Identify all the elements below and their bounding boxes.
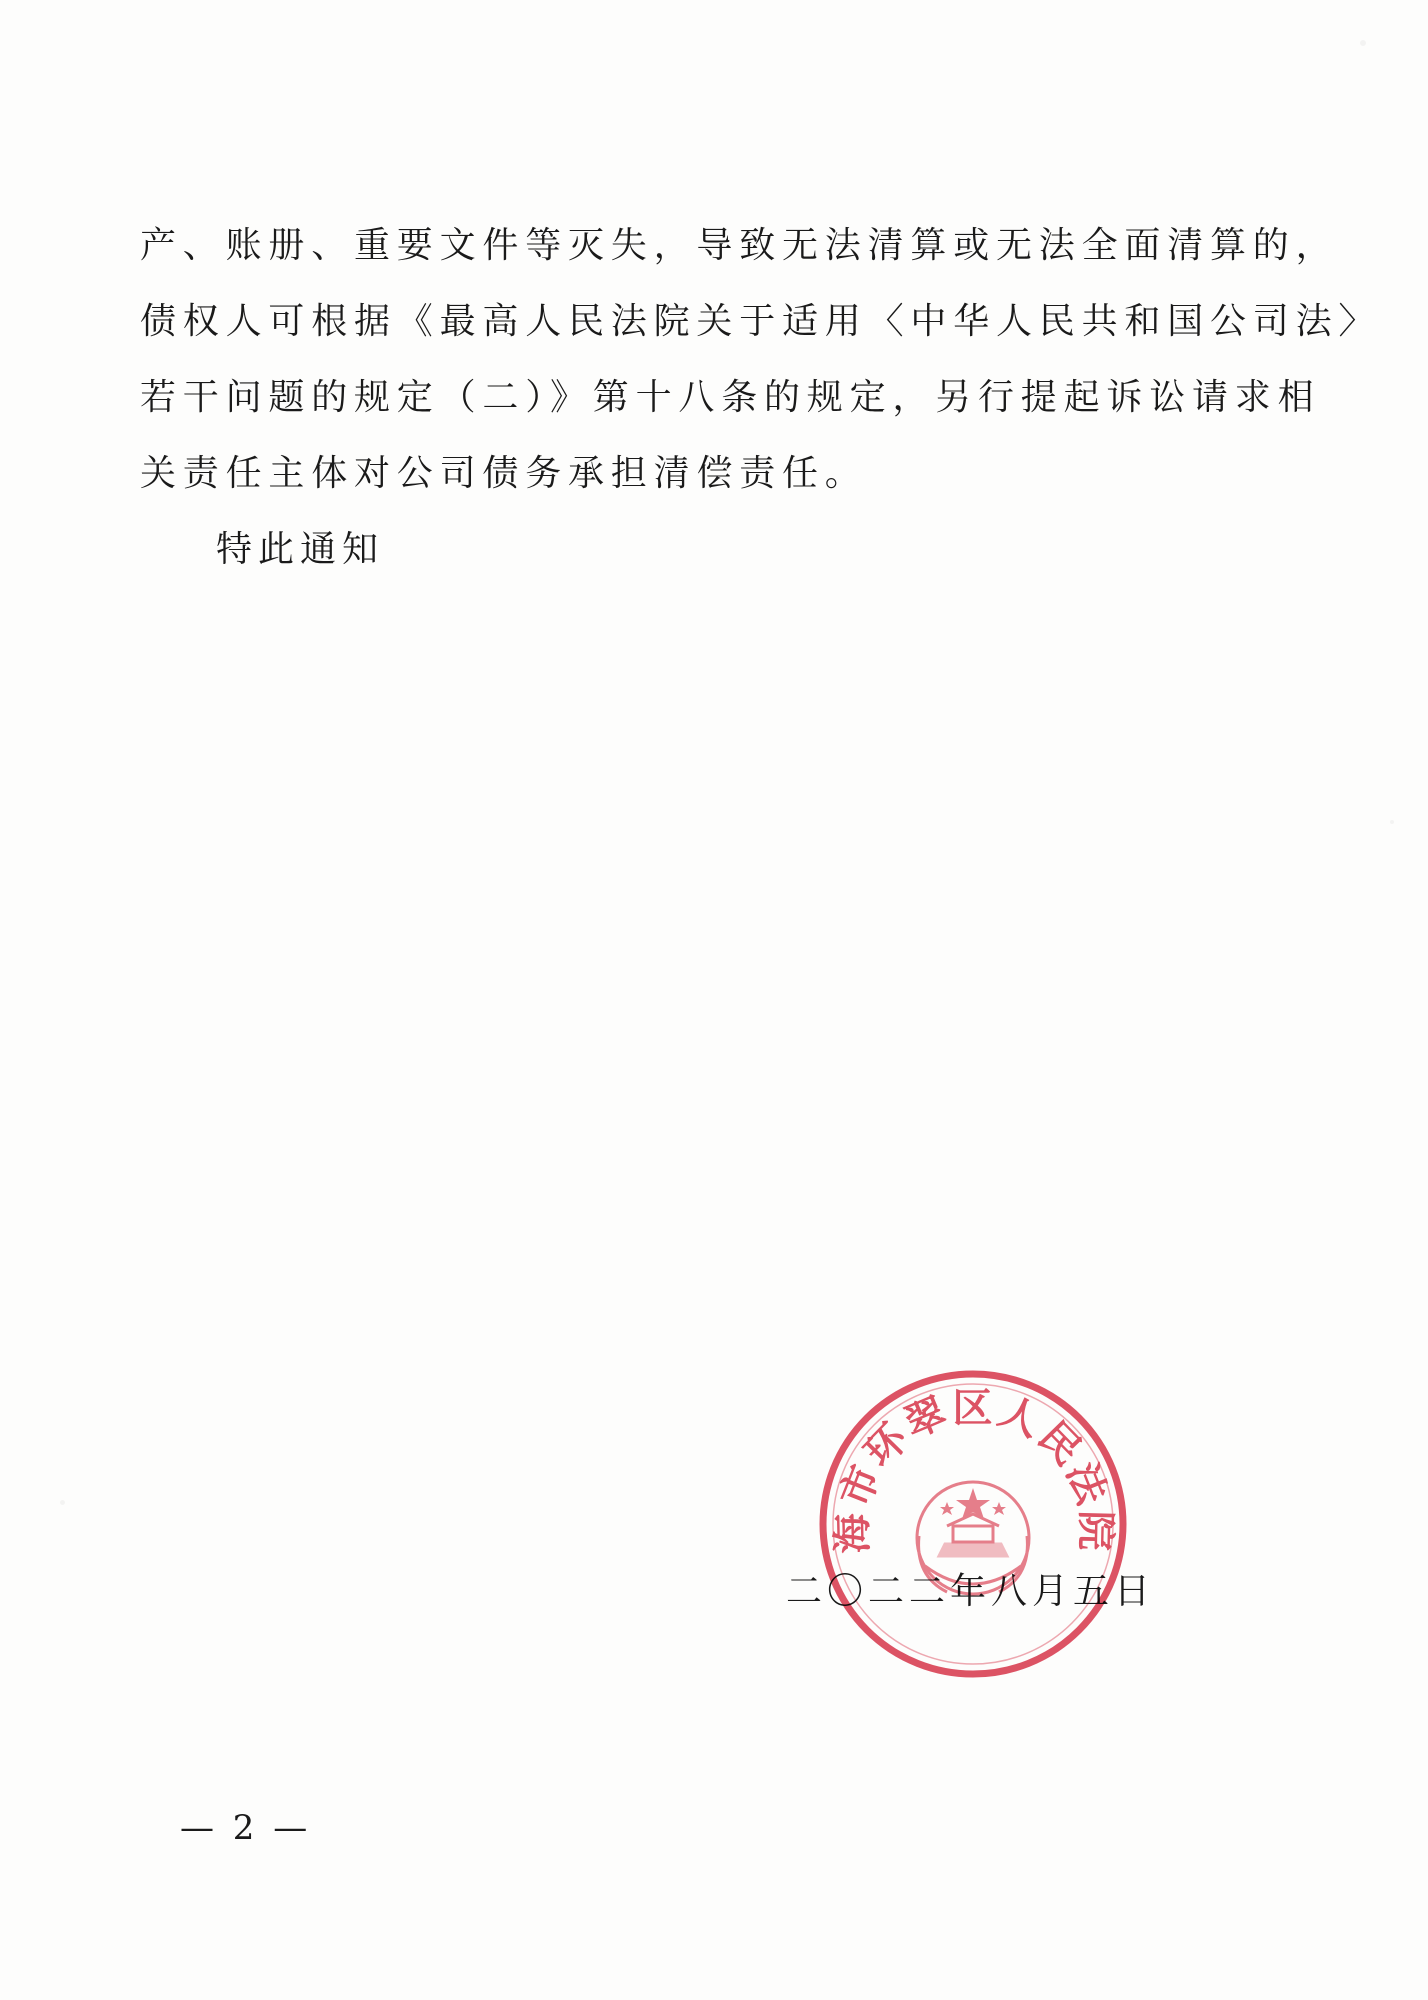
national-emblem-icon — [917, 1482, 1029, 1594]
body-line-1: 产、账册、重要文件等灭失，导致无法清算或无法全面清算的， — [140, 225, 1339, 266]
closing-text: 特此通知 — [216, 529, 385, 570]
seal-text: 海市环翠区人民法院 — [828, 1384, 1120, 1555]
body-line-2: 债权人可根据《最高人民法院关于适用〈中华人民共和国公司法〉 — [140, 301, 1382, 342]
body-line-3: 若干问题的规定（二）》第十八条的规定，另行提起诉讼请求相 — [140, 377, 1321, 418]
scan-speck — [1390, 820, 1394, 824]
issue-date: 二〇二二年八月五日 — [786, 1571, 1156, 1612]
scan-speck — [60, 1500, 65, 1505]
scan-speck — [1360, 40, 1366, 46]
body-line-4: 关责任主体对公司债务承担清偿责任。 — [140, 453, 868, 494]
page-number: — 2 — — [180, 1808, 312, 1848]
court-seal — [815, 1366, 1131, 1682]
